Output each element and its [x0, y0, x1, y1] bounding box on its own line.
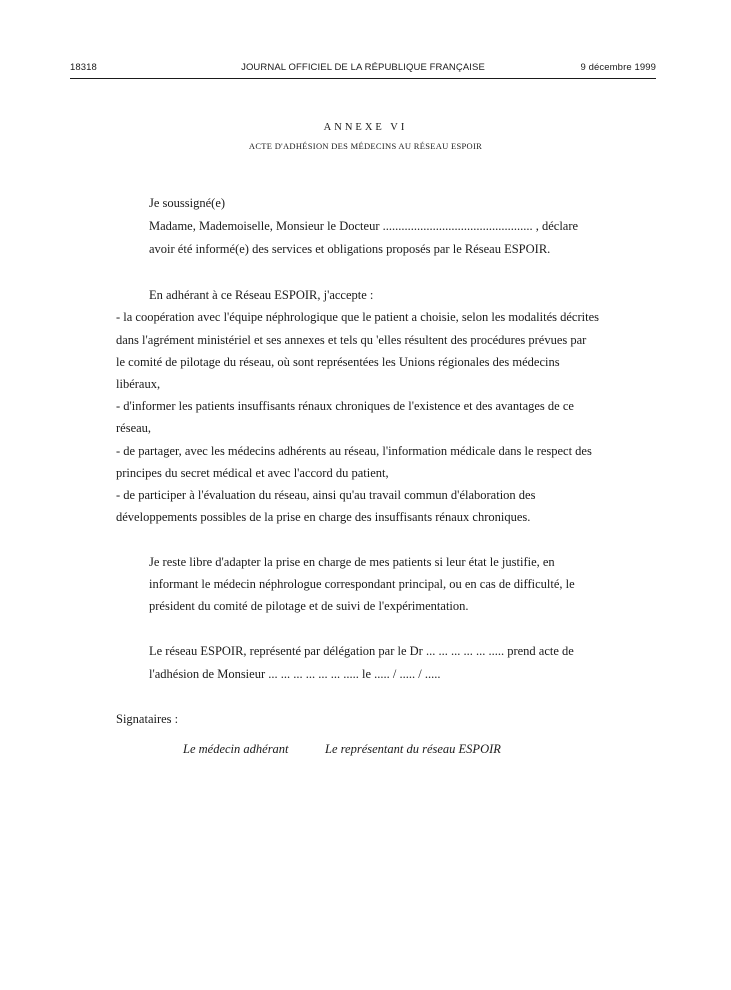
freedom-line: informant le médecin néphrologue correspondant principal, ou en cas de difficulté, le [149, 577, 575, 591]
intro-line-1: Je soussigné(e) [149, 196, 226, 210]
engagement-line: le comité de pilotage du réseau, où sont représentées les Unions régionales des médecins [116, 355, 560, 369]
engagement-line: dans l'agrément ministériel et ses annexes et tels qu 'elles résultent des procédures prévues par [116, 333, 587, 347]
annex-title: ANNEXE VI [323, 122, 408, 133]
engagement-line: - de partager, avec les médecins adhérents au réseau, l'information médicale dans le respect des [116, 444, 592, 458]
engagement-line: libéraux, [116, 377, 161, 391]
engagement-line: - de participer à l'évaluation du réseau, ainsi qu'au travail commun d'élaboration des [116, 488, 536, 502]
intro-line-3: avoir été informé(e) des services et obligations proposés par le Réseau ESPOIR. [149, 242, 551, 256]
page-header [70, 62, 656, 78]
header-rule [70, 78, 656, 79]
freedom-line: Je reste libre d'adapter la prise en charge de mes patients si leur état le justifie, en [149, 555, 555, 569]
freedom-line: président du comité de pilotage et de suivi de l'expérimentation. [149, 599, 469, 613]
intro-line-2: Madame, Mademoiselle, Monsieur le Docteur ................................................ , déclare [149, 219, 579, 233]
engagement-line: - la coopération avec l'équipe néphrologique que le patient a choisie, selon les modalités décrites [116, 310, 599, 324]
page-number: 18318 [70, 62, 97, 73]
engagement-line: - d'informer les patients insuffisants rénaux chroniques de l'existence et des avantages de ce [116, 399, 574, 413]
signature-doctor: Le médecin adhérant [183, 742, 289, 756]
document-subtitle: ACTE D'ADHÉSION DES MÉDECINS AU RÉSEAU ESPOIR [248, 141, 483, 151]
engagement-line: principes du secret médical et avec l'accord du patient, [116, 466, 389, 480]
engagement-line: développements possibles de la prise en charge des insuffisants rénaux chroniques. [116, 510, 531, 524]
signature-representative: Le représentant du réseau ESPOIR [325, 742, 501, 756]
engagement-lead: En adhérant à ce Réseau ESPOIR, j'accepte : [149, 288, 374, 302]
publication-date: 9 décembre 1999 [580, 62, 656, 73]
acknowledgement-line: Le réseau ESPOIR, représenté par délégation par le Dr ... ... ... ... ... ..... prend acte de [149, 644, 574, 658]
journal-title: JOURNAL OFFICIEL DE LA RÉPUBLIQUE FRANÇAISE [241, 62, 485, 73]
acknowledgement-line: l'adhésion de Monsieur ... ... ... ... ... ... ..... le ..... / ..... / ..... [149, 667, 441, 681]
signatories-label: Signataires : [116, 712, 179, 726]
engagement-line: réseau, [116, 421, 152, 435]
